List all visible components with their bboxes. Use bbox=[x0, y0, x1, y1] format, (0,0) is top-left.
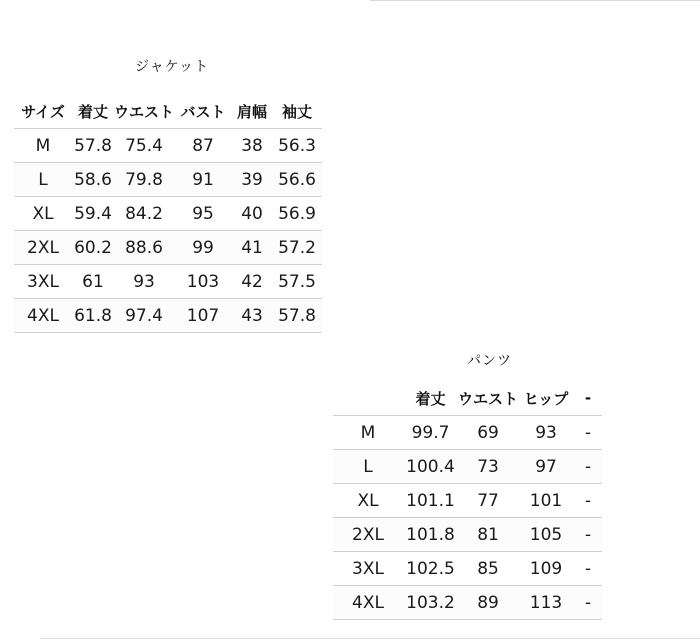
value-cell: 43 bbox=[232, 299, 272, 333]
bottom-divider bbox=[40, 638, 700, 639]
value-cell: 99 bbox=[174, 231, 232, 265]
table-row bbox=[14, 163, 322, 197]
table-row bbox=[333, 484, 602, 518]
pants-size-table bbox=[333, 381, 602, 620]
size-cell: 3XL bbox=[333, 552, 403, 586]
value-cell: 61.8 bbox=[72, 299, 114, 333]
pants-header-waist: ウエスト bbox=[458, 381, 518, 416]
table-row bbox=[14, 265, 322, 299]
jacket-header-waist: ウエスト bbox=[114, 94, 174, 129]
jacket-caption: ジャケット bbox=[135, 59, 210, 75]
value-cell: 93 bbox=[518, 416, 574, 450]
value-cell: 105 bbox=[518, 518, 574, 552]
value-cell: 57.5 bbox=[272, 265, 322, 299]
table-row bbox=[333, 450, 602, 484]
value-cell: 101.1 bbox=[403, 484, 458, 518]
value-cell: 56.6 bbox=[272, 163, 322, 197]
table-row bbox=[14, 197, 322, 231]
pants-header-size bbox=[333, 381, 403, 416]
pants-header-blank: - bbox=[574, 381, 602, 416]
value-cell: 57.8 bbox=[272, 299, 322, 333]
value-cell: 95 bbox=[174, 197, 232, 231]
value-cell: 79.8 bbox=[114, 163, 174, 197]
value-cell: - bbox=[574, 518, 602, 552]
value-cell: 93 bbox=[114, 265, 174, 299]
size-cell: XL bbox=[333, 484, 403, 518]
value-cell: 103 bbox=[174, 265, 232, 299]
table-row bbox=[333, 518, 602, 552]
jacket-header-length: 着丈 bbox=[72, 94, 114, 129]
table-row bbox=[14, 129, 322, 163]
size-cell: M bbox=[333, 416, 403, 450]
value-cell: 97 bbox=[518, 450, 574, 484]
value-cell: 57.2 bbox=[272, 231, 322, 265]
value-cell: 101.8 bbox=[403, 518, 458, 552]
table-row bbox=[333, 586, 602, 620]
jacket-header-row bbox=[14, 94, 322, 129]
value-cell: - bbox=[574, 484, 602, 518]
jacket-header-shoulder: 肩幅 bbox=[232, 94, 272, 129]
size-cell: 4XL bbox=[14, 299, 72, 333]
value-cell: 39 bbox=[232, 163, 272, 197]
top-divider bbox=[370, 0, 700, 1]
value-cell: 89 bbox=[458, 586, 518, 620]
value-cell: 81 bbox=[458, 518, 518, 552]
table-row bbox=[14, 299, 322, 333]
pants-header-length: 着丈 bbox=[403, 381, 458, 416]
value-cell: 99.7 bbox=[403, 416, 458, 450]
value-cell: 40 bbox=[232, 197, 272, 231]
value-cell: 61 bbox=[72, 265, 114, 299]
jacket-header-size: サイズ bbox=[14, 94, 72, 129]
size-cell: L bbox=[333, 450, 403, 484]
value-cell: 85 bbox=[458, 552, 518, 586]
value-cell: 101 bbox=[518, 484, 574, 518]
size-cell: 4XL bbox=[333, 586, 403, 620]
value-cell: - bbox=[574, 450, 602, 484]
size-cell: 3XL bbox=[14, 265, 72, 299]
value-cell: 57.8 bbox=[72, 129, 114, 163]
value-cell: 103.2 bbox=[403, 586, 458, 620]
size-cell: L bbox=[14, 163, 72, 197]
value-cell: - bbox=[574, 416, 602, 450]
value-cell: 107 bbox=[174, 299, 232, 333]
size-cell: 2XL bbox=[333, 518, 403, 552]
size-cell: M bbox=[14, 129, 72, 163]
value-cell: 73 bbox=[458, 450, 518, 484]
table-row bbox=[333, 552, 602, 586]
value-cell: 113 bbox=[518, 586, 574, 620]
value-cell: 38 bbox=[232, 129, 272, 163]
value-cell: 91 bbox=[174, 163, 232, 197]
value-cell: - bbox=[574, 552, 602, 586]
jacket-header-bust: バスト bbox=[174, 94, 232, 129]
value-cell: 87 bbox=[174, 129, 232, 163]
jacket-header-sleeve: 袖丈 bbox=[272, 94, 322, 129]
value-cell: 60.2 bbox=[72, 231, 114, 265]
value-cell: 84.2 bbox=[114, 197, 174, 231]
value-cell: 100.4 bbox=[403, 450, 458, 484]
value-cell: 59.4 bbox=[72, 197, 114, 231]
size-cell: 2XL bbox=[14, 231, 72, 265]
value-cell: 56.3 bbox=[272, 129, 322, 163]
value-cell: 56.9 bbox=[272, 197, 322, 231]
size-cell: XL bbox=[14, 197, 72, 231]
pants-header-row bbox=[333, 381, 602, 416]
value-cell: 88.6 bbox=[114, 231, 174, 265]
pants-header-hip: ヒップ bbox=[518, 381, 574, 416]
value-cell: 42 bbox=[232, 265, 272, 299]
table-row bbox=[333, 416, 602, 450]
value-cell: 75.4 bbox=[114, 129, 174, 163]
value-cell: - bbox=[574, 586, 602, 620]
value-cell: 41 bbox=[232, 231, 272, 265]
value-cell: 58.6 bbox=[72, 163, 114, 197]
value-cell: 97.4 bbox=[114, 299, 174, 333]
value-cell: 109 bbox=[518, 552, 574, 586]
jacket-size-table bbox=[14, 94, 322, 333]
value-cell: 102.5 bbox=[403, 552, 458, 586]
pants-caption: パンツ bbox=[467, 353, 512, 369]
table-row bbox=[14, 231, 322, 265]
value-cell: 77 bbox=[458, 484, 518, 518]
value-cell: 69 bbox=[458, 416, 518, 450]
